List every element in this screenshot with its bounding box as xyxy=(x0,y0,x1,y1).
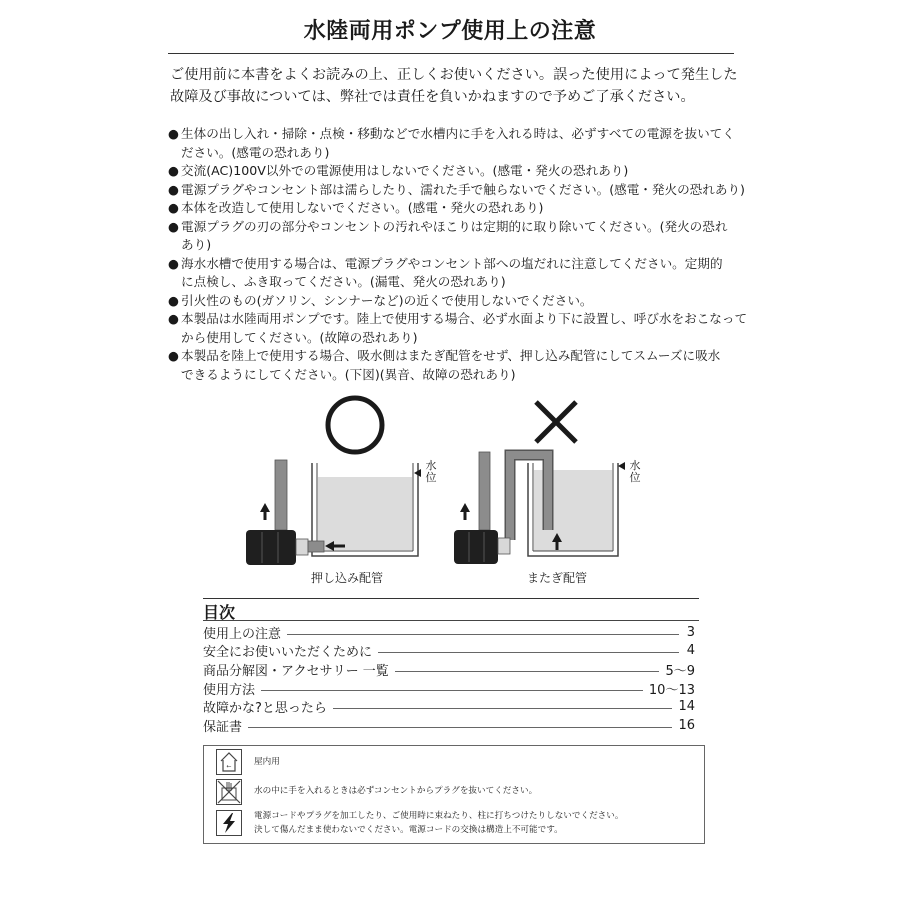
caution-text: 本体を改造して使用しないでください。(感電・発火の恐れあり) xyxy=(181,200,544,215)
indoor-use-icon xyxy=(216,749,242,775)
toc-entry[interactable] xyxy=(203,642,695,661)
caution-text-continued: ださい。(感電の恐れあり) xyxy=(181,144,330,160)
toc-entry[interactable] xyxy=(203,660,695,679)
bullet-mark: ● xyxy=(168,292,179,308)
tank-water xyxy=(318,477,412,550)
electric-shock-icon xyxy=(216,810,242,836)
push-in-piping-caption: 押し込み配管 xyxy=(311,571,384,585)
pump-inlet-fitting xyxy=(498,538,510,554)
caution-text: 本製品は水陸両用ポンプです。陸上で使用する場合、必ず水面より下に設置し、呼び水をおこなって xyxy=(181,311,748,326)
pump-body xyxy=(454,530,498,564)
bullet-mark: ● xyxy=(168,311,179,326)
intro-line: 故障及び事故については、弊社では責任を負いかねますので予めご了承ください。 xyxy=(170,89,695,105)
toc-entry-label: 故障かな?と思ったら xyxy=(203,701,327,717)
toc-entry-label: 保証書 xyxy=(203,719,243,735)
bullet-mark: ● xyxy=(168,200,179,215)
flow-arrow-up-icon xyxy=(260,503,270,520)
caution-text-continued: できるようにしてください。(下図)(異音、故障の恐れあり) xyxy=(181,366,516,382)
toc-entry-page: 4 xyxy=(686,643,695,659)
correct-mark-icon xyxy=(328,398,382,452)
bullet-mark: ● xyxy=(168,218,179,234)
toc-entry[interactable] xyxy=(203,716,695,735)
toc-entry-label: 安全にお使いいただくために xyxy=(203,645,373,661)
caution-text-continued: に点検し、ふき取ってください。(漏電、発火の恐れあり) xyxy=(181,274,506,289)
toc-leader-line xyxy=(333,708,673,709)
water-level-char: 水 xyxy=(629,459,641,472)
flow-arrow-up-icon xyxy=(460,503,470,520)
toc-top-divider xyxy=(203,598,699,599)
water-level-char: 水 xyxy=(425,459,437,472)
svg-text:←: ← xyxy=(226,763,232,770)
water-level-label xyxy=(629,460,641,484)
straddle-piping-diagram xyxy=(454,402,625,564)
toc-leader-line xyxy=(248,727,672,728)
toc-entry[interactable] xyxy=(203,679,695,698)
toc-entry-page: 3 xyxy=(686,624,695,640)
toc-entry[interactable] xyxy=(203,623,695,642)
toc-entry[interactable] xyxy=(203,697,695,716)
caution-text-continued: あり) xyxy=(181,237,212,252)
toc-entry-page: 10〜13 xyxy=(648,682,695,698)
caution-text-continued: から使用してください。(故障の恐れあり) xyxy=(181,329,418,345)
water-level-char: 位 xyxy=(425,471,437,484)
page-title: 水陸両用ポンプ使用上の注意 xyxy=(303,19,597,44)
bullet-mark: ● xyxy=(168,163,179,178)
toc-entry-label: 使用方法 xyxy=(203,682,256,698)
outlet-pipe xyxy=(479,452,490,530)
toc-entry-label: 商品分解図・アクセサリー 一覧 xyxy=(203,663,389,679)
notice-text: 電源コードやプラグを加工したり、ご使用時に束ねたり、柱に打ちつけたりしないでください。 xyxy=(254,811,624,821)
toc-entry-page: 14 xyxy=(678,699,695,715)
toc-entry-page: 5〜9 xyxy=(665,663,695,679)
toc-leader-line xyxy=(378,652,679,653)
notice-text: 水の中に手を入れるときは必ずコンセントからプラグを抜いてください。 xyxy=(254,786,538,796)
water-level-char: 位 xyxy=(629,471,641,484)
toc-entry-page: 16 xyxy=(678,717,695,733)
toc-leader-line xyxy=(261,690,643,691)
bullet-mark: ● xyxy=(168,255,179,271)
caution-text: 生体の出し入れ・掃除・点検・移動などで水槽内に手を入れる時は、必ずすべての電源を抜いてく xyxy=(181,126,735,141)
caution-text: 交流(AC)100V以外での電源使用はしないでください。(感電・発火の恐れあり) xyxy=(181,163,629,178)
caution-text: 本製品を陸上で使用する場合、吸水側はまたぎ配管をせず、押し込み配管にしてスムーズに吸水 xyxy=(181,348,721,363)
safety-notice-box xyxy=(203,745,705,844)
toc-leader-line xyxy=(287,634,679,635)
toc-entry-label: 使用上の注意 xyxy=(203,626,282,642)
straddle-piping-caption: またぎ配管 xyxy=(527,571,588,585)
toc-heading-divider xyxy=(203,620,699,621)
inlet-pipe xyxy=(308,541,324,552)
bullet-mark: ● xyxy=(168,348,179,363)
water-level-arrow-icon xyxy=(618,462,625,470)
toc-heading: 目次 xyxy=(203,603,236,622)
notice-text: 屋内用 xyxy=(254,757,280,767)
outlet-pipe xyxy=(275,460,287,530)
caution-text: 海水水槽で使用する場合は、電源プラグやコンセント部への塩だれに注意してください。定期的 xyxy=(181,255,723,271)
intro-line: ご使用前に本書をよくお読みの上、正しくお使いください。誤った使用によって発生した xyxy=(170,67,738,83)
caution-text: 引火性のもの(ガソリン、シンナーなど)の近くで使用しないでください。 xyxy=(181,292,593,308)
water-level-label xyxy=(425,460,437,484)
bullet-mark: ● xyxy=(168,126,179,141)
table-of-contents xyxy=(203,623,695,735)
push-in-piping-diagram xyxy=(246,398,421,565)
pump-body xyxy=(246,530,296,565)
caution-text: 電源プラグの刃の部分やコンセントの汚れやほこりは定期的に取り除いてください。(発火の恐れ xyxy=(181,218,728,234)
toc-leader-line xyxy=(395,671,660,672)
bullet-mark: ● xyxy=(168,181,179,197)
pump-inlet-fitting xyxy=(296,539,308,555)
notice-text: 決して傷んだまま使わないでください。電源コードの交換は構造上不可能です。 xyxy=(254,825,563,835)
no-hand-in-water-icon xyxy=(216,779,242,805)
caution-text: 電源プラグやコンセント部は濡らしたり、濡れた手で触らないでください。(感電・発火の恐れあり) xyxy=(181,181,745,197)
